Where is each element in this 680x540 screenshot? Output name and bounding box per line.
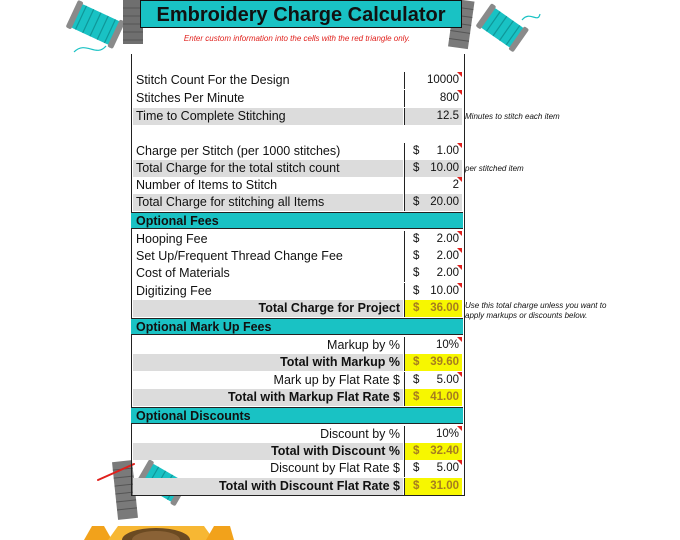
row-label: Total with Discount Flat Rate $	[133, 478, 403, 495]
thread-spool-icon	[472, 0, 542, 62]
editable-flag-icon	[457, 248, 462, 253]
editable-flag-icon	[457, 426, 462, 431]
per-item-note: per stitched item	[465, 164, 524, 173]
charge-per-stitch-row	[131, 143, 463, 160]
stitch-count-input[interactable]: 10000	[404, 72, 462, 89]
editable-flag-icon	[457, 460, 462, 465]
stitch-count-row	[131, 72, 463, 89]
row-label: Discount by %	[320, 427, 400, 441]
total-project-row	[131, 300, 463, 317]
materials-cost-row	[131, 265, 463, 282]
total-project-value: $ 36.00	[404, 300, 462, 317]
row-label: Markup by %	[327, 338, 400, 352]
row-label: Number of Items to Stitch	[136, 178, 278, 192]
charge-per-stitch-input[interactable]: $ 1.00	[404, 143, 462, 160]
total-markup-pct-row	[131, 354, 463, 371]
editable-flag-icon	[457, 337, 462, 342]
row-label: Cost of Materials	[136, 266, 230, 280]
minutes-note: Minutes to stitch each item	[465, 112, 560, 121]
editable-flag-icon	[457, 72, 462, 77]
total-discount-pct-value: $ 32.40	[404, 443, 462, 460]
editable-flag-icon	[457, 283, 462, 288]
materials-cost-input[interactable]: $ 2.00	[404, 265, 462, 282]
sunflower-icon	[84, 526, 234, 540]
row-label: Total with Discount %	[133, 443, 403, 460]
editable-flag-icon	[457, 372, 462, 377]
row-label: Digitizing Fee	[136, 284, 212, 298]
row-label: Mark up by Flat Rate $	[273, 373, 400, 387]
total-stitch-charge-row	[131, 160, 463, 177]
total-discount-pct-row	[131, 443, 463, 460]
items-to-stitch-input[interactable]: 2	[404, 177, 462, 194]
stitches-per-minute-row	[131, 90, 463, 107]
row-label: Total Charge for Project	[133, 300, 403, 317]
stitches-per-minute-input[interactable]: 800	[404, 90, 462, 107]
total-markup-pct-value: $ 39.60	[404, 354, 462, 371]
row-label: Charge per Stitch (per 1000 stitches)	[136, 144, 341, 158]
row-label: Stitch Count For the Design	[136, 73, 290, 87]
needle-icon	[96, 460, 136, 484]
discount-pct-row	[131, 426, 463, 443]
editable-flag-icon	[457, 177, 462, 182]
total-markup-flat-row	[131, 389, 463, 406]
row-label: Stitches Per Minute	[136, 91, 245, 105]
items-to-stitch-row	[131, 177, 463, 194]
discount-flat-row	[131, 460, 463, 477]
time-to-complete-value: 12.5	[404, 108, 462, 125]
row-label: Set Up/Frequent Thread Change Fee	[136, 249, 343, 263]
discount-pct-input[interactable]: 10%	[404, 426, 462, 443]
optional-fees-header: Optional Fees	[131, 212, 463, 229]
editable-flag-icon	[457, 143, 462, 148]
editable-flag-icon	[457, 90, 462, 95]
setup-fee-input[interactable]: $ 2.00	[404, 248, 462, 265]
total-discount-flat-value: $ 31.00	[404, 478, 462, 495]
total-discount-flat-row	[131, 478, 463, 495]
total-all-items-value: $ 20.00	[404, 194, 462, 211]
time-to-complete-row	[131, 108, 463, 125]
instruction-text: Enter custom information into the cells with the red triangle only.	[183, 34, 411, 43]
markup-flat-input[interactable]: $ 5.00	[404, 372, 462, 389]
total-markup-flat-value: $ 41.00	[404, 389, 462, 406]
digitizing-fee-row	[131, 283, 463, 300]
row-label: Total with Markup %	[133, 354, 403, 371]
markup-flat-row	[131, 372, 463, 389]
markup-header: Optional Mark Up Fees	[131, 318, 463, 335]
markup-pct-input[interactable]: 10%	[404, 337, 462, 354]
hooping-fee-row	[131, 231, 463, 248]
editable-flag-icon	[457, 231, 462, 236]
total-hint-note: Use this total charge unless you want to apply markups or discounts below.	[465, 301, 607, 320]
row-label: Time to Complete Stitching	[133, 108, 403, 125]
markup-pct-row	[131, 337, 463, 354]
hooping-fee-input[interactable]: $ 2.00	[404, 231, 462, 248]
setup-fee-row	[131, 248, 463, 265]
total-stitch-charge-value: $ 10.00	[404, 160, 462, 177]
row-label: Total Charge for the total stitch count	[133, 160, 403, 177]
row-label: Total with Markup Flat Rate $	[133, 389, 403, 406]
row-label: Hooping Fee	[136, 232, 208, 246]
page-title: Embroidery Charge Calculator	[140, 0, 462, 28]
discount-flat-input[interactable]: $ 5.00	[404, 460, 462, 477]
row-label: Discount by Flat Rate $	[270, 461, 400, 475]
row-label: Total Charge for stitching all Items	[133, 194, 403, 211]
total-all-items-row	[131, 194, 463, 211]
editable-flag-icon	[457, 265, 462, 270]
discounts-header: Optional Discounts	[131, 407, 463, 424]
digitizing-fee-input[interactable]: $ 10.00	[404, 283, 462, 300]
